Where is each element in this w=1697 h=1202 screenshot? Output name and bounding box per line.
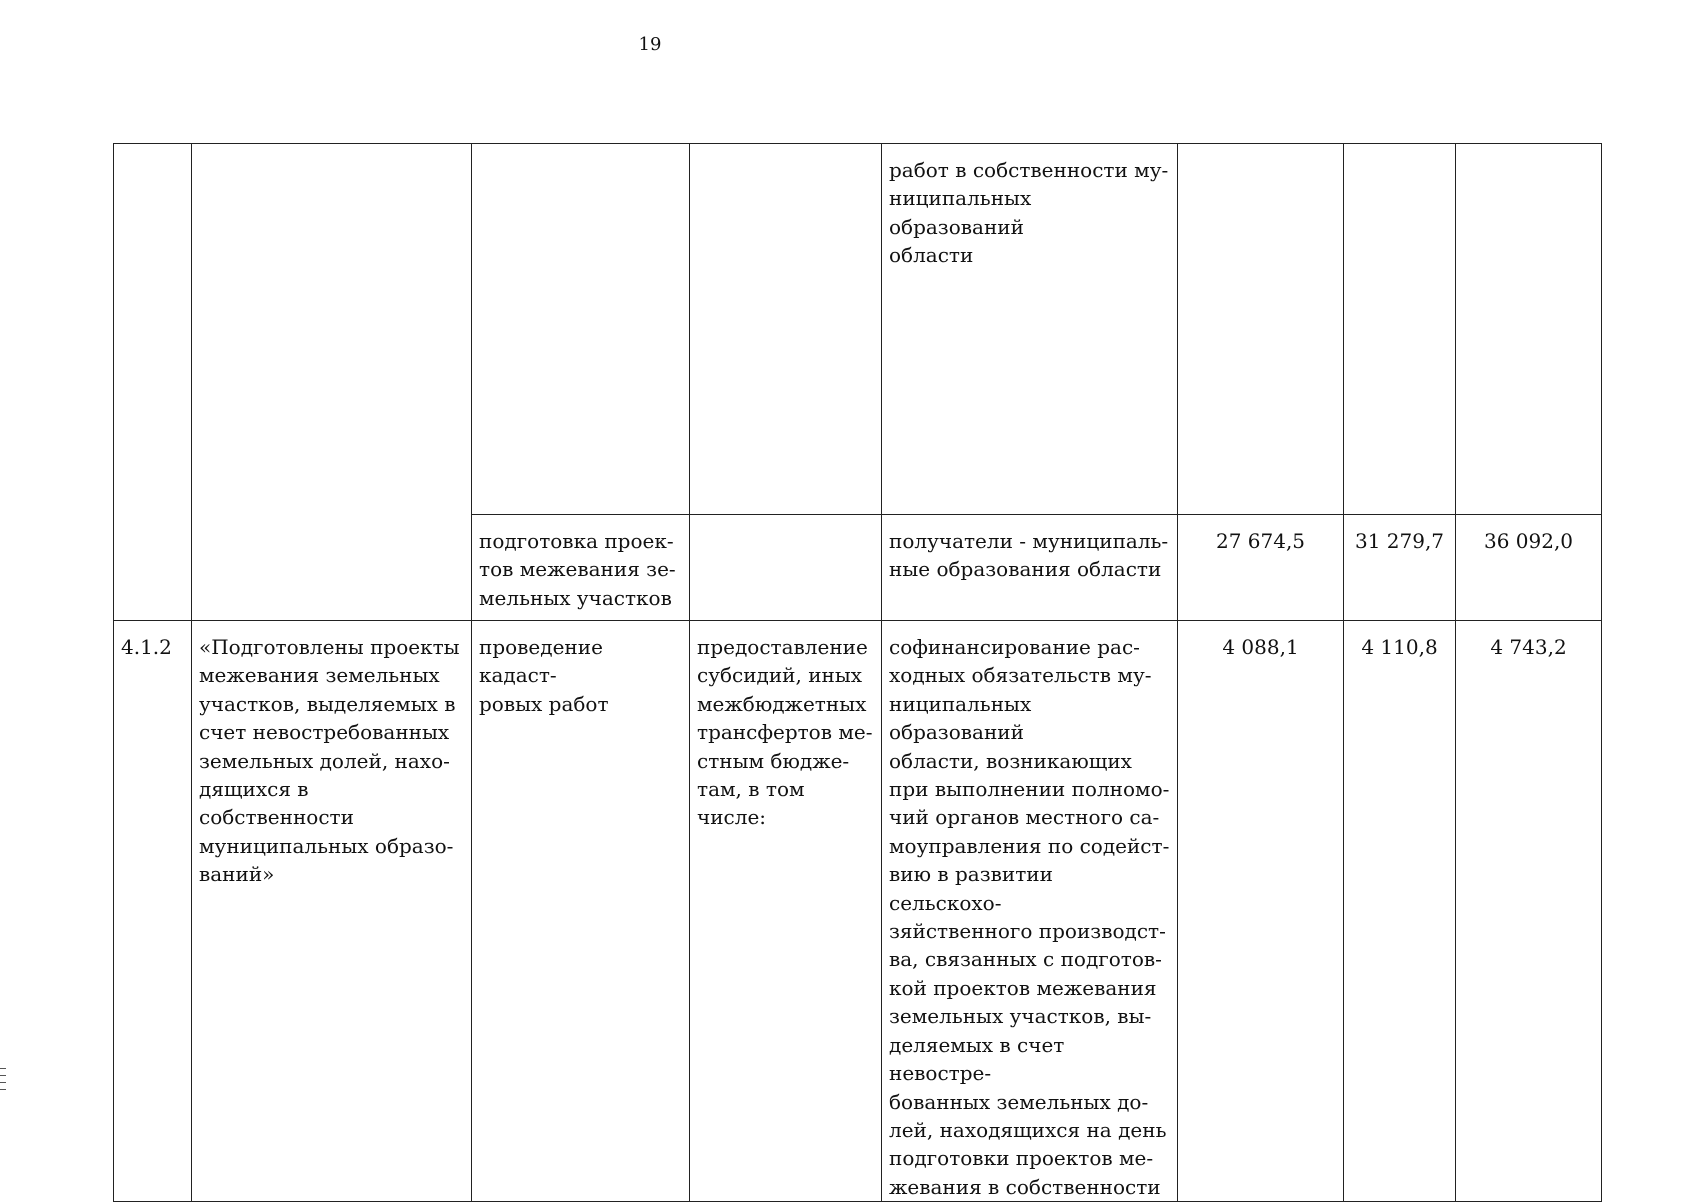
value-cell-2: 4 110,8	[1344, 621, 1456, 1202]
activity-cell	[472, 144, 690, 515]
value-cell-2: 31 279,7	[1344, 515, 1456, 621]
mechanism-cell	[690, 144, 882, 515]
budget-table	[113, 143, 1602, 1202]
value-cell-3: 36 092,0	[1456, 515, 1602, 621]
result-title-cell: «Подготовлены проекты межевания земельных участков, выделяемых в счет невостребованных земельных долей, нахо- дящихся в собственности муниципальных образо- ваний»	[192, 621, 472, 1202]
row-number-cell	[114, 144, 192, 621]
description-cell: софинансирование рас- ходных обязательств му- ниципальных образований области, возникающих при выполнении полномо- чий органов местного са- моуправления по содейст- вию в развитии сельскохо- зяйственного производст- ва, связанных с подготов- кой проектов межевания земельных участков, вы- деляемых в счет невостре- бованных земельных до- лей, находящихся на день подготовки проектов ме- жевания в собственности	[882, 621, 1178, 1202]
mechanism-cell: предоставление субсидий, иных межбюджетных трансфертов ме- стным бюдже- там, в том числе:	[690, 621, 882, 1202]
mechanism-cell	[690, 515, 882, 621]
description-cell: получатели - муниципаль- ные образования области	[882, 515, 1178, 621]
activity-cell: подготовка проек- тов межевания зе- мельных участков	[472, 515, 690, 621]
value-cell-3: 4 743,2	[1456, 621, 1602, 1202]
description-cell: работ в собственности му- ниципальных образований области	[882, 144, 1178, 515]
page-number: 19	[638, 34, 662, 55]
activity-cell: проведение кадаст- ровых работ	[472, 621, 690, 1202]
result-title-cell	[192, 144, 472, 621]
value-cell-3	[1456, 144, 1602, 515]
value-cell-1	[1178, 144, 1344, 515]
value-cell-1: 27 674,5	[1178, 515, 1344, 621]
scan-edge-marks	[0, 1068, 6, 1096]
row-number-cell: 4.1.2	[114, 621, 192, 1202]
value-cell-2	[1344, 144, 1456, 515]
table-row	[114, 144, 1602, 515]
value-cell-1: 4 088,1	[1178, 621, 1344, 1202]
table-row	[114, 621, 1602, 1202]
